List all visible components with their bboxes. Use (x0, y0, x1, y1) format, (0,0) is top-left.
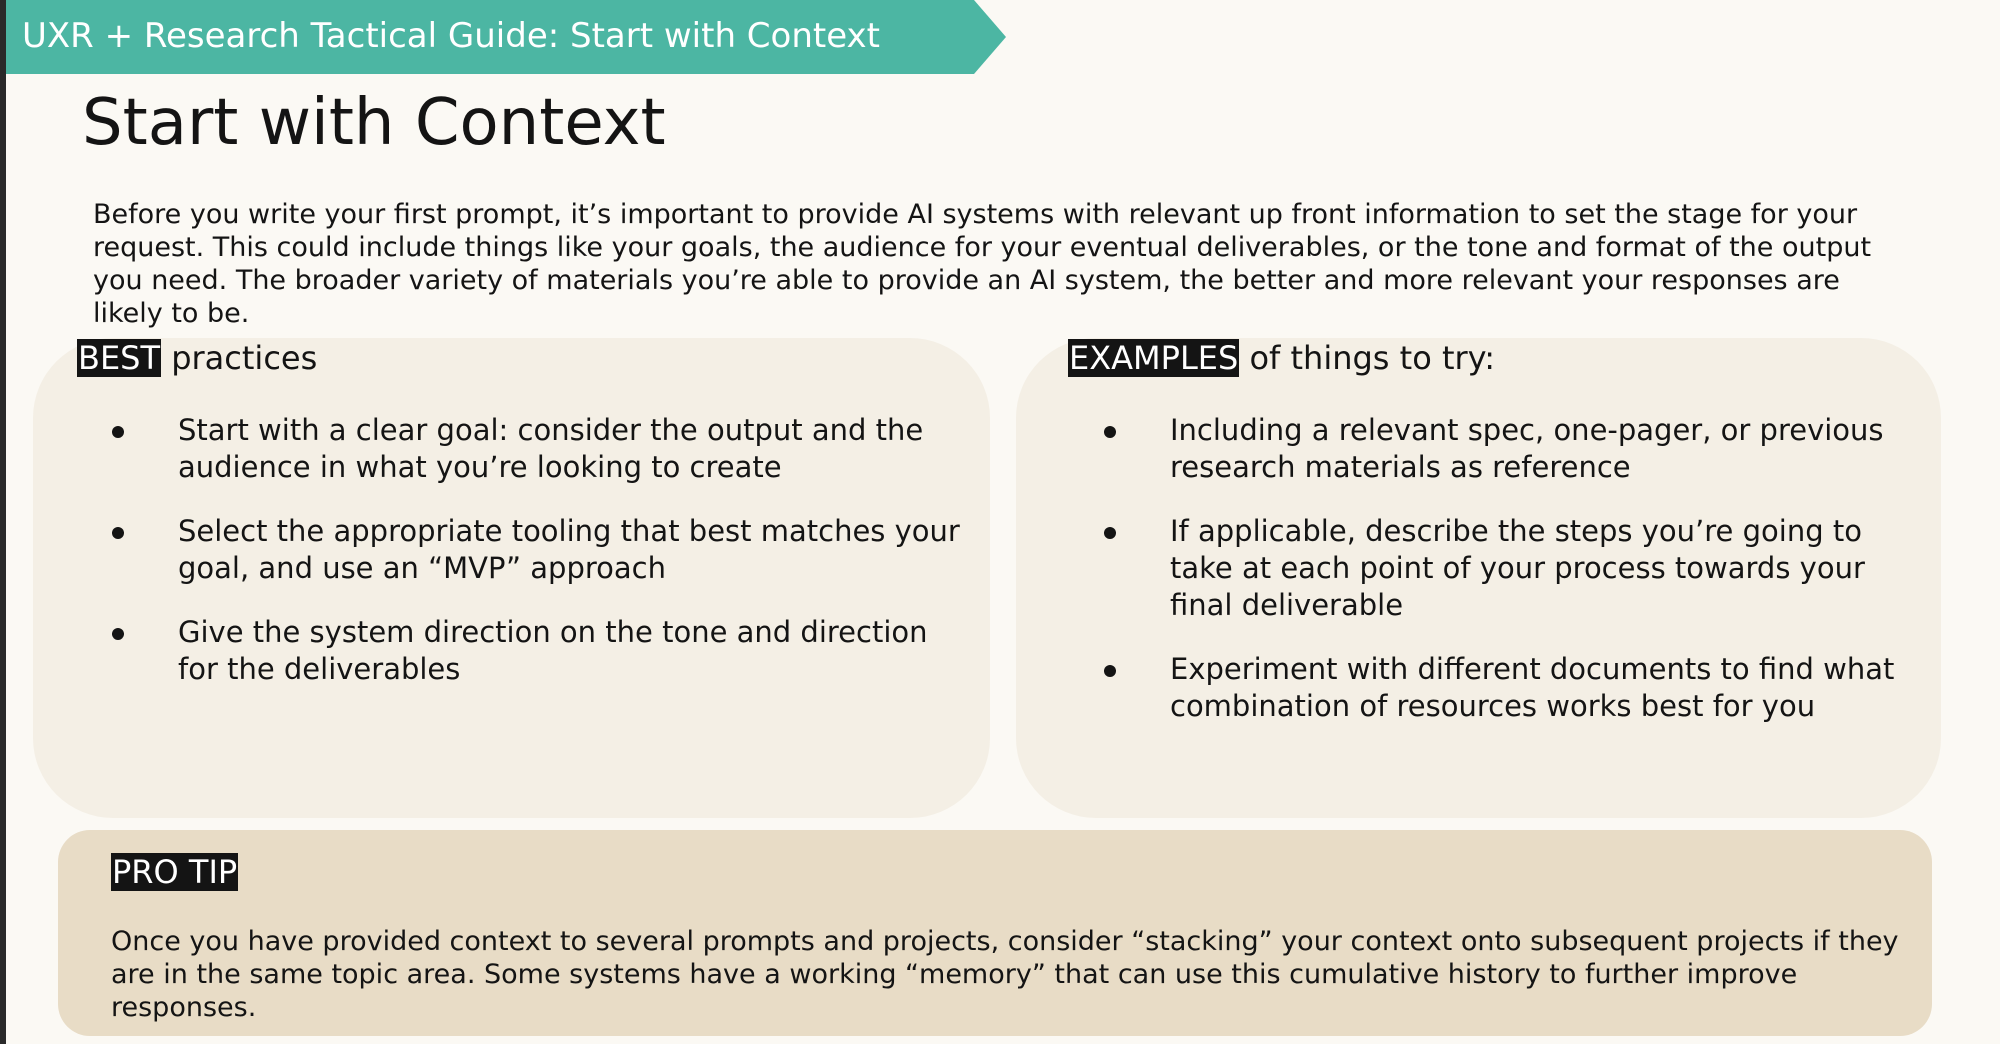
list-item (1100, 513, 1930, 624)
bullet-icon (112, 426, 124, 438)
list-item (108, 412, 968, 486)
list-item-text: Start with a clear goal: consider the output and the audience in what you’re looking to create (178, 413, 924, 484)
examples-list (1100, 412, 1930, 725)
best-practices-list (108, 412, 968, 688)
slide (6, 0, 2000, 1044)
best-highlight: BEST (78, 339, 161, 377)
best-practices-heading (77, 338, 317, 378)
examples-heading-rest: of things to try: (1239, 339, 1496, 377)
pro-tip-label: PRO TIP (112, 853, 238, 891)
list-item-text: If applicable, describe the steps you’re going to take at each point of your process towards your final deliverable (1170, 514, 1865, 622)
bullet-icon (112, 628, 124, 640)
pro-tip-heading (111, 853, 238, 891)
bullet-icon (1104, 426, 1116, 438)
best-heading-rest: practices (161, 339, 318, 377)
banner-title: UXR + Research Tactical Guide: Start with Context (22, 16, 881, 56)
list-item (1100, 412, 1930, 486)
examples-heading (1068, 338, 1495, 378)
bullet-icon (1104, 665, 1116, 677)
page-title: Start with Context (82, 86, 666, 160)
bullet-icon (1104, 527, 1116, 539)
intro-paragraph: Before you write your first prompt, it’s important to provide AI systems with relevant up front information to set the stage for your request. This could include things like your goals, the audience for your eventual deliverables, or the tone and format of the output you need. The broader variety of materials you’re able to provide an AI system, the better and more relevant your responses are likely to be. (93, 199, 1872, 329)
list-item-text: Including a relevant spec, one-pager, or previous research materials as reference (1170, 413, 1884, 484)
list-item-text: Give the system direction on the tone and direction for the deliverables (178, 615, 928, 686)
list-item-text: Experiment with different documents to find what combination of resources works best for you (1170, 652, 1895, 723)
list-item-text: Select the appropriate tooling that best matches your goal, and use an “MVP” approach (178, 514, 960, 585)
bullet-icon (112, 527, 124, 539)
pro-tip-text: Once you have provided context to several prompts and projects, consider “stacking” your context onto subsequent projects if they are in the same topic area. Some systems have a working “memory” that can use this cumulative history to further improve responses. (111, 926, 1899, 1023)
list-item (108, 513, 968, 587)
list-item (108, 614, 968, 688)
examples-highlight: EXAMPLES (1069, 339, 1239, 377)
list-item (1100, 651, 1930, 725)
